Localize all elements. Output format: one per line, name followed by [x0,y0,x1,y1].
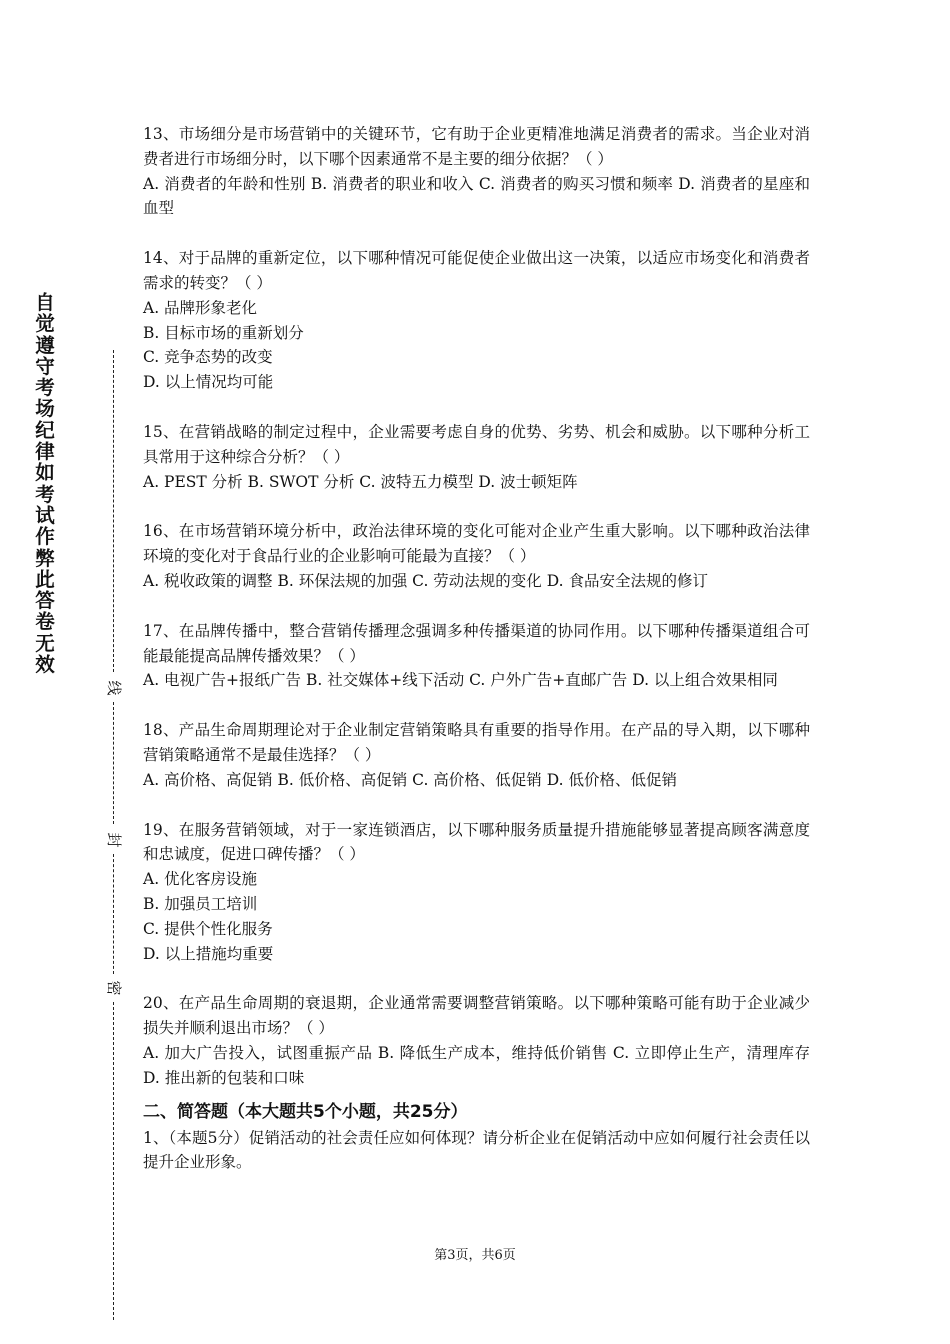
binding-line [104,350,124,1325]
page-footer: 第3页，共6页 [434,1248,516,1263]
option-b: B. 目标市场的重新划分 [143,323,304,342]
option-a: A. 品牌形象老化 [143,298,258,317]
option-a: A. 优化客房设施 [143,870,258,889]
question-options: A. 消费者的年龄和性别 B. 消费者的职业和收入 C. 消费者的购买习惯和频率 D. 消费者的星座和血型 [143,174,810,218]
exam-discipline-notice: 自觉遵守考场纪律如考试作弊此答卷无效 [35,291,55,677]
question-18 [143,718,810,792]
question-stem: 18、产品生命周期理论对于企业制定营销策略具有重要的指导作用。在产品的导入期，以下哪种营销策略通常不是最佳选择？（ ） [143,721,810,764]
question-options: A. 加大广告投入，试图重振产品 B. 降低生产成本，维持低价销售 C. 立即停止生产，清理库存 D. 推出新的包装和口味 [143,1043,810,1087]
question-options: A. 电视广告+报纸广告 B. 社交媒体+线下活动 C. 户外广告+直邮广告 D. 以上组合效果相同 [143,671,778,690]
question-13 [143,122,810,221]
option-c: C. 竞争态势的改变 [143,348,273,367]
question-17 [143,619,810,693]
binding-dash-segment [113,1002,114,1320]
short-answer-question-1: 1、（本题5分）促销活动的社会责任应如何体现？请分析企业在促销活动中应如何履行社会责任以提升企业形象。 [143,1128,810,1172]
binding-mark-seal: 封 [106,830,122,850]
question-15 [143,420,810,494]
question-stem: 16、在市场营销环境分析中，政治法律环境的变化可能对企业产生重大影响。以下哪种政治法律环境的变化对于食品行业的企业影响可能最为直接？（ ） [143,522,810,566]
question-options: A. 税收政策的调整 B. 环保法规的加强 C. 劳动法规的变化 D. 食品安全法规的修订 [143,571,708,590]
binding-dash-segment [113,854,114,974]
option-b: B. 加强员工培训 [143,894,258,913]
question-stem: 13、市场细分是市场营销中的关键环节，它有助于企业更精准地满足消费者的需求。当企业对消费者进行市场细分时，以下哪个因素通常不是主要的细分依据？（ ） [143,125,810,168]
binding-mark-secret: 密 [106,978,122,998]
question-area [143,122,810,1175]
option-d: D. 以上情况均可能 [143,373,274,392]
question-stem: 19、在服务营销领域，对于一家连锁酒店，以下哪种服务质量提升措施能够显著提高顾客满意度和忠诚度，促进口碑传播？（ ） [143,820,810,864]
question-options: A. PEST 分析 B. SWOT 分析 C. 波特五力模型 D. 波士顿矩阵 [143,472,578,491]
question-14 [143,246,810,395]
question-stem: 20、在产品生命周期的衰退期，企业通常需要调整营销策略。以下哪种策略可能有助于企业减少损失并顺利退出市场？（ ） [143,994,810,1038]
section-heading-short-answer: 二、简答题（本大题共5个小题，共25分） [143,1101,468,1122]
binding-dash-segment [113,702,114,824]
question-20 [143,991,810,1090]
question-16 [143,519,810,593]
question-stem: 15、在营销战略的制定过程中，企业需要考虑自身的优势、劣势、机会和威胁。以下哪种分析工具常用于这种综合分析？（ ） [143,422,810,466]
option-d: D. 以上措施均重要 [143,944,274,963]
option-c: C. 提供个性化服务 [143,919,273,938]
question-options: A. 高价格、高促销 B. 低价格、高促销 C. 高价格、低促销 D. 低价格、低促销 [143,770,677,789]
question-19 [143,818,810,967]
question-stem: 14、对于品牌的重新定位，以下哪种情况可能促使企业做出这一决策，以适应市场变化和消费者需求的转变？（ ） [143,249,810,292]
binding-dash-segment [113,350,114,672]
binding-mark-line: 线 [106,678,122,698]
question-stem: 17、在品牌传播中，整合营销传播理念强调多种传播渠道的协同作用。以下哪种传播渠道组合可能最能提高品牌传播效果？（ ） [143,621,810,665]
